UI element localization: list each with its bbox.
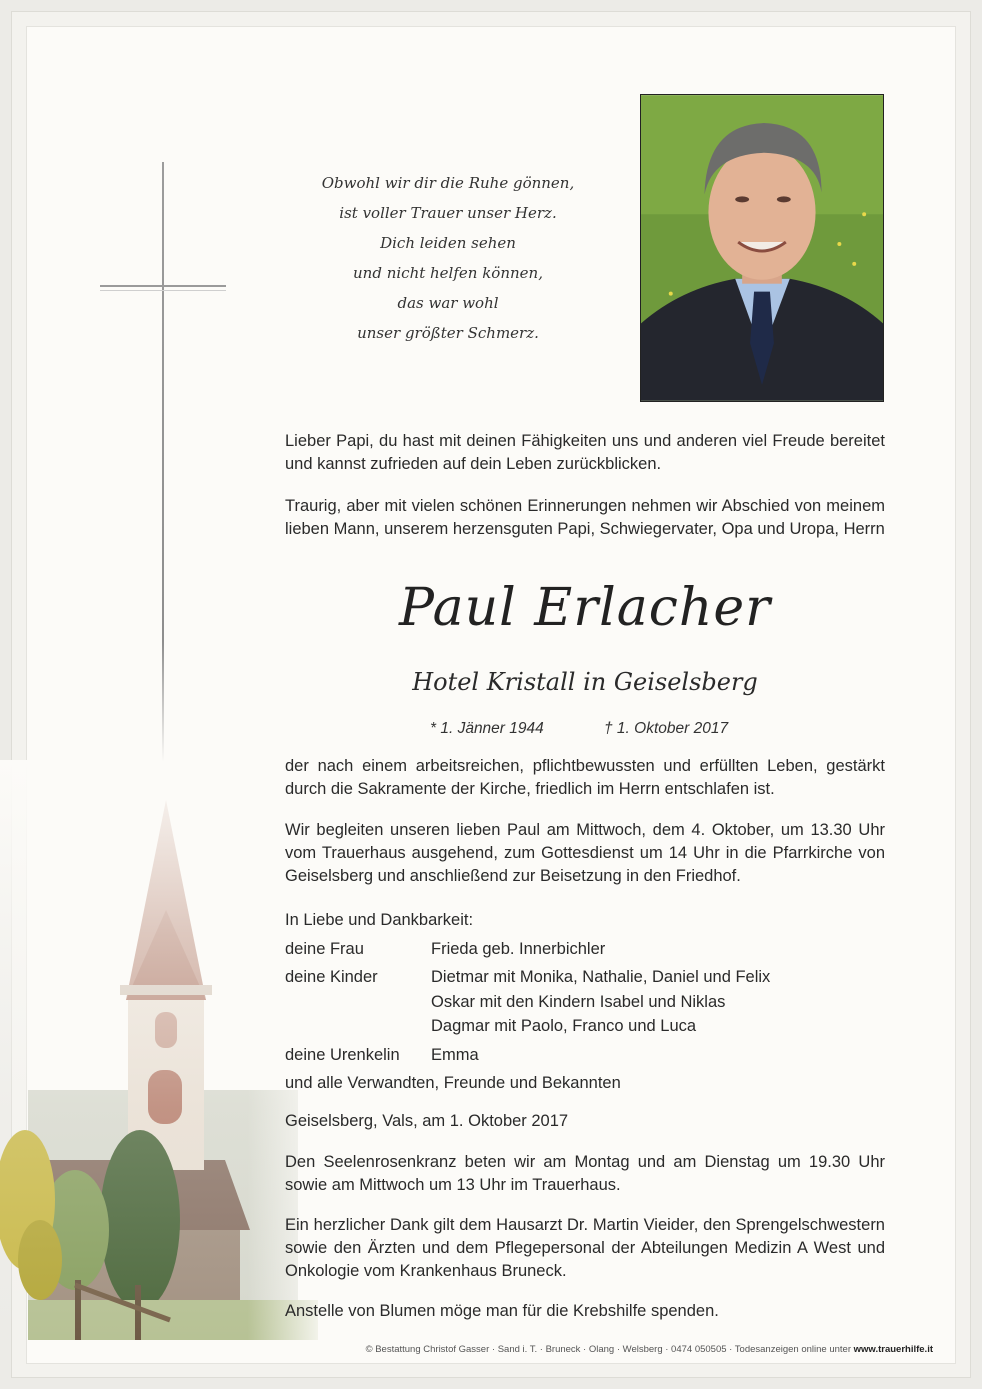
poem-line: ist voller Trauer unser Herz. (339, 204, 557, 222)
family-others: und alle Verwandten, Freunde und Bekannten (285, 1074, 621, 1092)
poem-line: Obwohl wir dir die Ruhe gönnen, (321, 174, 575, 192)
life-paragraph: der nach einem arbeitsreichen, pflichtbewussten und erfüllten Leben, gestärkt durch die Sakramente der Kirche, friedlich im Herrn entschlafen ist. (285, 757, 885, 798)
poem-line: Dich leiden sehen (380, 234, 516, 252)
family-intro: In Liebe und Dankbarkeit: (285, 911, 474, 929)
church-illustration (0, 760, 330, 1340)
cross-vertical-beam (162, 162, 164, 762)
cross-horizontal-beam (100, 285, 226, 287)
intro-paragraph-2: Traurig, aber mit vielen schönen Erinnerungen nehmen wir Abschied von meinem lieben Mann, unserem herzensguten Papi, Schwiegervater, Opa und Uropa, Herrn (285, 497, 885, 538)
footer-text: © Bestattung Christof Gasser · Sand i. T. · Bruneck · Olang · Welsberg · 0474 050505 · Todesanzeigen online unter (365, 1344, 854, 1355)
family-role: deine Frau (285, 939, 364, 958)
family-row (285, 937, 885, 962)
footer-credit (283, 1344, 933, 1355)
deceased-name: Paul Erlacher (399, 578, 771, 638)
intro-paragraph-1: Lieber Papi, du hast mit deinen Fähigkeiten uns und anderen viel Freude bereitet und kannst zufrieden auf dein Leben zurückblicken. (285, 432, 885, 473)
poem-line: und nicht helfen können, (353, 264, 543, 282)
footer-website-link[interactable]: www.trauerhilfe.it (853, 1344, 933, 1355)
family-member: Dietmar mit Monika, Nathalie, Daniel und Felix (431, 968, 771, 986)
family-member: Frieda geb. Innerbichler (431, 939, 606, 958)
rosary-paragraph: Den Seelenrosenkranz beten wir am Montag und am Dienstag um 19.30 Uhr sowie am Mittwoch um 13 Uhr im Trauerhaus. (285, 1153, 885, 1194)
family-role: deine Urenkelin (285, 1045, 400, 1064)
family-role: deine Kinder (285, 968, 378, 986)
poem-line: das war wohl (397, 294, 499, 312)
family-list (285, 908, 885, 1096)
family-member: Oskar mit den Kindern Isabel und Niklas (431, 992, 726, 1011)
family-row (285, 965, 885, 1039)
family-member: Dagmar mit Paolo, Franco und Luca (431, 1017, 697, 1035)
funeral-paragraph: Wir begleiten unseren lieben Paul am Mittwoch, dem 4. Oktober, um 13.30 Uhr vom Trauerhaus ausgehend, zum Gottesdienst um 14 Uhr in die Pfarrkirche von Geiselsberg und anschließend zur Beisetzung in den Friedhof. (285, 821, 885, 885)
poem-line: unser größter Schmerz. (357, 324, 539, 342)
thanks-paragraph: Ein herzlicher Dank gilt dem Hausarzt Dr. Martin Vieider, den Sprengelschwestern sowie den Ärzten und dem Pflegepersonal der Abteilungen Medizin A West und Onkologie vom Krankenhaus Bruneck. (285, 1216, 885, 1280)
family-member: Emma (431, 1045, 479, 1064)
flowers-note: Anstelle von Blumen möge man für die Krebshilfe spenden. (285, 1302, 719, 1320)
deceased-subtitle: Hotel Kristall in Geiselsberg (412, 668, 758, 696)
birth-date: * 1. Jänner 1944 (430, 720, 544, 737)
family-row (285, 1043, 885, 1068)
portrait-photo (640, 94, 884, 402)
death-date: † 1. Oktober 2017 (604, 720, 729, 737)
memorial-poem (268, 168, 628, 348)
place-date: Geiselsberg, Vals, am 1. Oktober 2017 (285, 1112, 569, 1130)
